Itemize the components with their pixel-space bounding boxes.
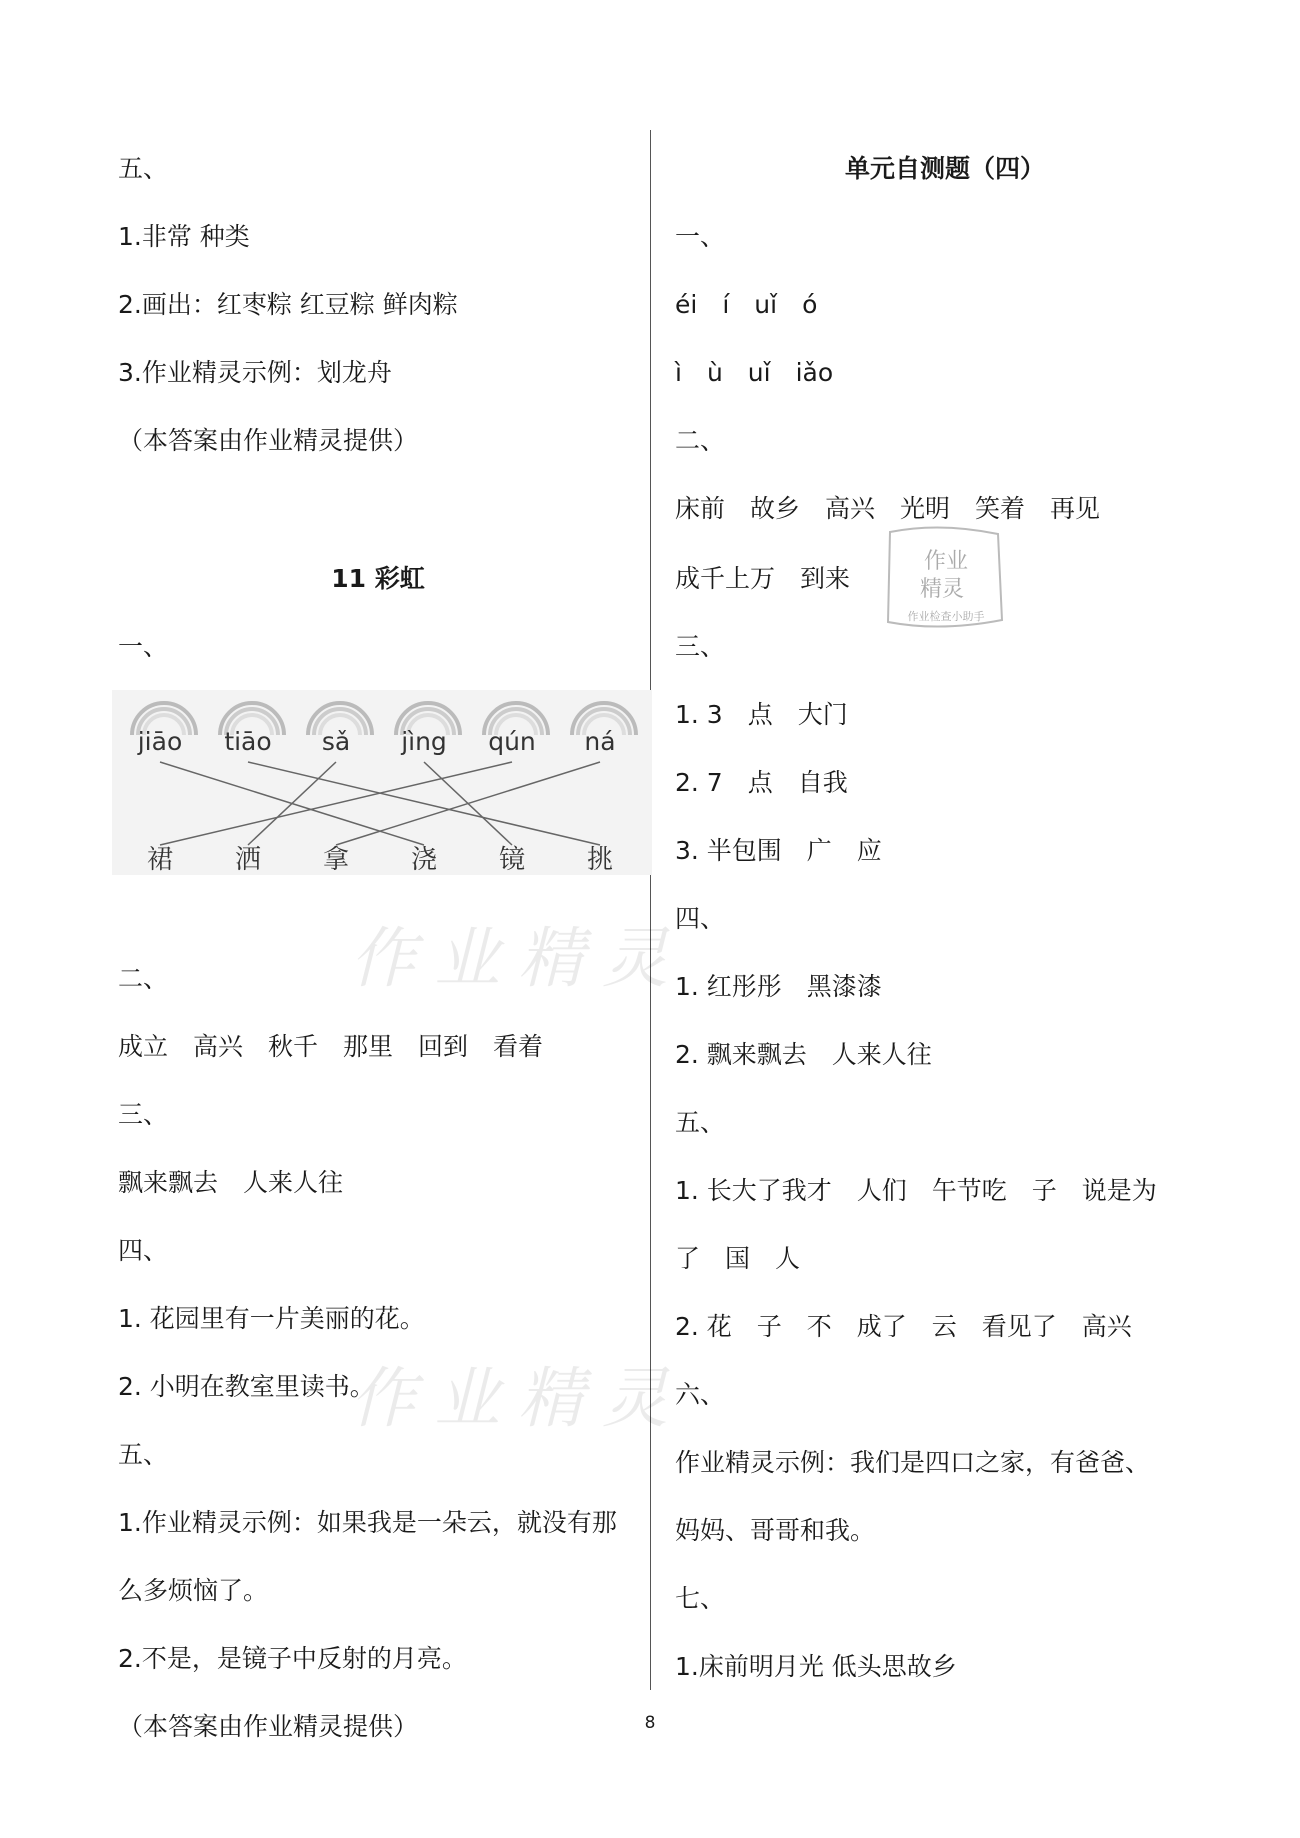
match-line (248, 762, 336, 845)
stamp-text: 精灵 (919, 577, 965, 602)
answer-line: 1.非常 种类 (118, 222, 250, 251)
character-label: 洒 (234, 845, 262, 875)
match-line (160, 762, 512, 845)
test-title: 单元自测题（四） (844, 154, 1045, 183)
match-line (336, 762, 600, 845)
section-heading: 五、 (675, 1108, 726, 1137)
lesson-title: 11 彩虹 (331, 564, 425, 593)
answer-line: 成立 高兴 秋千 那里 回到 看着 (118, 1032, 544, 1061)
section-heading: 三、 (675, 632, 726, 661)
answer-line: 了 国 人 (675, 1244, 801, 1273)
stamp-text: 作业检查小助手 (907, 610, 985, 623)
answer-line: 1. 长大了我才 人们 午节吃 子 说是为 (675, 1176, 1157, 1205)
character-label: 裙 (146, 845, 174, 875)
character-label: 拿 (322, 845, 350, 875)
answer-line: 2. 花 子 不 成了 云 看见了 高兴 (675, 1312, 1132, 1341)
answer-line: 2. 小明在教室里读书。 (118, 1372, 375, 1401)
section-heading: 三、 (118, 1100, 169, 1129)
answer-line: 1. 3 点 大门 (675, 700, 848, 729)
pinyin-label: qún (488, 727, 536, 756)
stamp-text: 作业 (923, 549, 969, 574)
answer-line: 2.不是，是镜子中反射的月亮。 (118, 1644, 467, 1673)
answer-line: 2. 7 点 自我 (675, 768, 848, 797)
section-heading: 二、 (675, 426, 726, 455)
pinyin-matching-exercise (112, 690, 652, 875)
section-heading: 一、 (118, 632, 169, 661)
watermark: 作业精灵 (350, 920, 686, 997)
watermark: 作业精灵 (350, 1360, 686, 1437)
section-heading: 七、 (675, 1584, 726, 1613)
answer-line: éi í uǐ ó (675, 290, 818, 319)
answer-line: 1.作业精灵示例：如果我是一朵云，就没有那 (118, 1508, 617, 1537)
matching-lines (160, 762, 600, 845)
page-number: 8 (644, 1713, 656, 1733)
answer-line: 1. 红彤彤 黑漆漆 (675, 972, 882, 1001)
answer-line: 妈妈、哥哥和我。 (675, 1516, 876, 1545)
section-heading: 一、 (675, 222, 726, 251)
section-heading: 二、 (118, 964, 169, 993)
homework-stamp (880, 520, 1010, 640)
answer-line: 作业精灵示例：我们是四口之家，有爸爸、 (675, 1448, 1151, 1477)
character-row (147, 845, 613, 875)
pinyin-label: sǎ (321, 727, 351, 756)
answer-line: 么多烦恼了。 (118, 1576, 269, 1605)
answer-line: 床前 故乡 高兴 光明 笑着 再见 (675, 494, 1101, 523)
answer-line: 2. 飘来飘去 人来人往 (675, 1040, 932, 1069)
answer-line: 1.床前明月光 低头思故乡 (675, 1652, 957, 1681)
section-heading: 四、 (118, 1236, 169, 1265)
pinyin-label: jìng (401, 727, 447, 756)
pinyin-label: jiāo (137, 727, 183, 756)
answer-line: 3.作业精灵示例：划龙舟 (118, 358, 392, 387)
answer-line: 2.画出：红枣粽 红豆粽 鲜肉粽 (118, 290, 458, 319)
section-heading: 六、 (675, 1380, 726, 1409)
answer-line: 3. 半包围 广 应 (675, 836, 882, 865)
section-heading: 四、 (675, 904, 726, 933)
character-label: 镜 (498, 845, 526, 875)
matching-figure (112, 690, 652, 875)
answer-line: 飘来飘去 人来人往 (118, 1168, 344, 1197)
answer-line: 成千上万 到来 (675, 564, 851, 593)
rainbow-icons (132, 703, 636, 735)
pinyin-label: tiāo (224, 727, 272, 756)
section-heading: 五、 (118, 154, 169, 183)
section-heading: 五、 (118, 1440, 169, 1469)
character-label: 浇 (410, 845, 438, 875)
answer-line: ì ù uǐ iǎo (675, 358, 834, 387)
answer-line: 1. 花园里有一片美丽的花。 (118, 1304, 425, 1333)
character-label: 挑 (586, 845, 614, 875)
source-note: （本答案由作业精灵提供） (118, 426, 419, 455)
pinyin-label: ná (584, 727, 616, 756)
source-note: （本答案由作业精灵提供） (118, 1712, 419, 1741)
match-line (248, 762, 600, 845)
